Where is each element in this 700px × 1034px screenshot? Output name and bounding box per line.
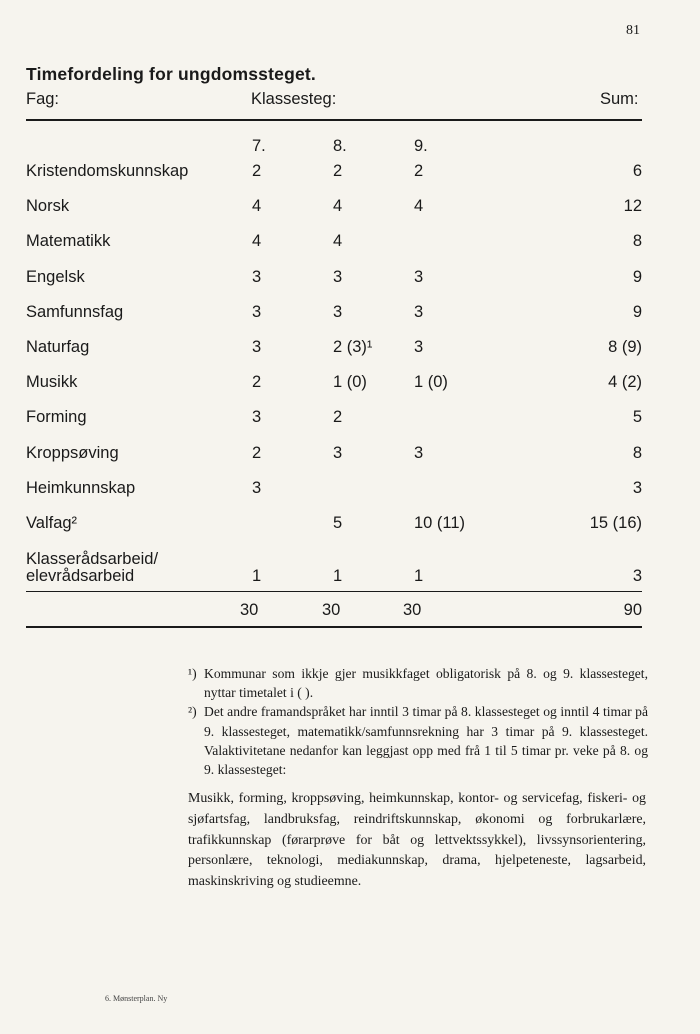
footnote-mark: ¹) bbox=[188, 666, 197, 681]
column-header-sum: Sum: bbox=[600, 90, 639, 108]
table-row-subject: Naturfag bbox=[26, 338, 90, 356]
table-cell-sum: 3 bbox=[632, 478, 642, 497]
table-cell-grade-7: 3 bbox=[252, 338, 262, 356]
page-title: Timefordeling for ungdomssteget. bbox=[26, 64, 316, 84]
table-cell-grade-7: 3 bbox=[252, 302, 262, 321]
table-cell-grade-9: 2 bbox=[414, 162, 424, 180]
table-cell-grade-7: 3 bbox=[252, 478, 262, 497]
table-cell-grade-7: 4 bbox=[252, 232, 262, 251]
table-cell-grade-7: 1 bbox=[252, 567, 262, 585]
table-cell-grade-8: 3 bbox=[333, 443, 343, 462]
table-top-rule bbox=[26, 119, 642, 121]
table-cell-sum: 12 bbox=[623, 197, 642, 216]
total-grade-9: 30 bbox=[403, 601, 422, 619]
table-bottom-rule bbox=[26, 626, 642, 628]
footnotes bbox=[188, 664, 648, 779]
page-number: 81 bbox=[626, 23, 640, 38]
footnote-text: Det andre framandspråket har inntil 3 timar på 8. klassesteget og inntil 4 timar på 9. klassesteget, matematikk/samfunnsrekning har 3 timar på 9. klassesteget. Valaktivitetane nedanfor kan leggjast opp med frå 1 til 5 timar pr. veke på 8. og 9. klassesteget: bbox=[204, 704, 648, 778]
table-cell-grade-8: 2 bbox=[333, 408, 343, 427]
table-cell-sum: 6 bbox=[632, 162, 642, 180]
table-cell-grade-8: 4 bbox=[333, 232, 343, 251]
total-grade-7: 30 bbox=[240, 601, 259, 619]
column-header-grade: Klassesteg: bbox=[251, 90, 337, 108]
table-cell-sum: 4 (2) bbox=[608, 373, 642, 392]
table-row-subject: Valfag² bbox=[26, 514, 78, 532]
table-cell-grade-8: 3 bbox=[333, 302, 343, 321]
table-cell-grade-7: 2 bbox=[252, 373, 262, 392]
table-cell-grade-8: 5 bbox=[333, 514, 343, 532]
table-cell-sum: 8 bbox=[632, 232, 642, 251]
table-cell-grade-9: 1 bbox=[414, 567, 424, 585]
table-cell-grade-8: 2 (3)¹ bbox=[333, 338, 373, 356]
table-cell-grade-9: 3 bbox=[414, 267, 424, 286]
table-cell-grade-7: 3 bbox=[252, 408, 262, 427]
table-cell-grade-8: 3 bbox=[333, 267, 343, 286]
table-row-subject: Heimkunnskap bbox=[26, 478, 136, 497]
footer-note: 6. Mønsterplan. Ny bbox=[105, 994, 168, 1003]
footnote-mark: ²) bbox=[188, 704, 197, 720]
table-cell-grade-9: 3 bbox=[414, 302, 424, 321]
table-row-subject: Forming bbox=[26, 408, 87, 427]
table-cell-grade-7: 2 bbox=[252, 443, 262, 462]
table-subtotal-rule bbox=[26, 591, 642, 592]
table-cell-grade-9: 3 bbox=[414, 338, 424, 356]
table-cell-grade-8: 2 bbox=[333, 162, 343, 180]
footnote-2 bbox=[188, 702, 648, 779]
table-cell-sum: 3 bbox=[632, 567, 642, 585]
table-cell-grade-7: 2 bbox=[252, 162, 262, 180]
table-row-subject-line2: elevrådsarbeid bbox=[26, 567, 135, 585]
grade-header-8: 8. bbox=[333, 137, 347, 155]
total-grade-8: 30 bbox=[322, 601, 341, 619]
footnote-1 bbox=[188, 664, 648, 702]
table-cell-sum: 9 bbox=[632, 302, 642, 321]
table-cell-grade-9: 1 (0) bbox=[414, 373, 448, 392]
table-cell-sum: 8 bbox=[632, 443, 642, 462]
table-cell-grade-7: 3 bbox=[252, 267, 262, 286]
table-row-subject: Matematikk bbox=[26, 232, 111, 251]
table-cell-grade-9: 10 (11) bbox=[414, 514, 466, 532]
table-cell-grade-8: 1 (0) bbox=[333, 373, 367, 392]
table-cell-grade-9: 4 bbox=[414, 197, 424, 216]
table-cell-grade-7: 4 bbox=[252, 197, 262, 216]
table-row-subject: Norsk bbox=[26, 197, 70, 216]
table-row-subject: Engelsk bbox=[26, 267, 85, 286]
grade-header-7: 7. bbox=[252, 137, 266, 155]
elective-activities-paragraph: Musikk, forming, kroppsøving, heimkunnskap, kontor- og servicefag, fiskeri- og sjøfartsfag, landbruksfag, reindriftskunnskap, økonomi og forbrukarlære, trafikkunnskap (førarprøve for båt og lettvektssykkel), livssynsorientering, personlære, teknologi, mediakunnskap, drama, hjelpeteneste, lagsarbeid, maskinskriving og studieemne. bbox=[188, 791, 646, 890]
table-row-subject-line1: Klasserådsarbeid/ bbox=[26, 550, 159, 568]
table-cell-sum: 9 bbox=[632, 267, 642, 286]
footnote-text: Kommunar som ikkje gjer musikkfaget obligatorisk på 8. og 9. klassesteget, nyttar timetalet i ( ). bbox=[204, 666, 648, 701]
grade-header-9: 9. bbox=[414, 137, 428, 155]
table-cell-grade-9: 3 bbox=[414, 443, 424, 462]
column-header-subject: Fag: bbox=[26, 90, 60, 108]
table-row-subject: Kroppsøving bbox=[26, 443, 119, 462]
table-row-subject: Musikk bbox=[26, 373, 78, 392]
table-row-subject: Kristendomskunnskap bbox=[26, 162, 189, 180]
table-cell-sum: 15 (16) bbox=[589, 514, 642, 532]
table-cell-grade-8: 4 bbox=[333, 197, 343, 216]
table-cell-sum: 8 (9) bbox=[608, 338, 642, 356]
table-cell-grade-8: 1 bbox=[333, 567, 343, 585]
table-cell-sum: 5 bbox=[632, 408, 642, 427]
table-row-subject: Samfunnsfag bbox=[26, 302, 124, 321]
total-sum: 90 bbox=[623, 601, 642, 619]
